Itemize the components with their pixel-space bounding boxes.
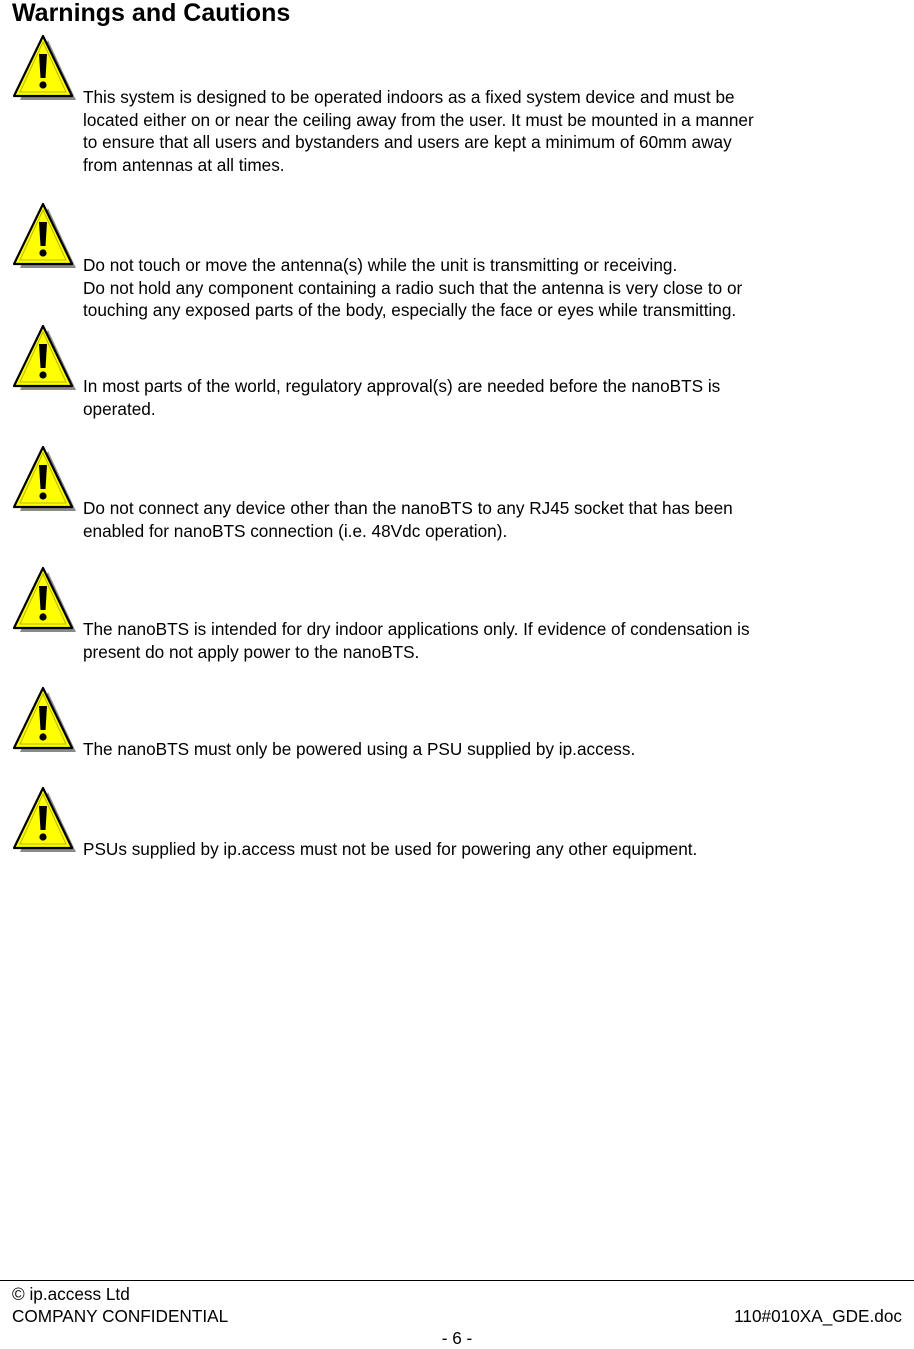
warning-triangle-icon: [12, 686, 78, 756]
page-title: Warnings and Cautions: [12, 0, 291, 27]
footer-confidentiality-notice: COMPANY CONFIDENTIAL: [12, 1306, 229, 1326]
footer-divider: [0, 1280, 914, 1281]
warning-triangle-icon: [12, 786, 78, 856]
warning-text: PSUs supplied by ip.access must not be used for powering any other equipment.: [83, 839, 698, 859]
warning-text: This system is designed to be operated indoors as a fixed system device and must be located either on or near the ceiling away from the user. It must be mounted in a manner to ensure that all users and bystanders and users are kept a minimum of 60mm away from antennas at all times.: [83, 87, 754, 175]
footer-document-name: 110#010XA_GDE.doc: [734, 1306, 902, 1326]
warning-text: The nanoBTS must only be powered using a PSU supplied by ip.access.: [83, 739, 636, 759]
warning-text: Do not connect any device other than the nanoBTS to any RJ45 socket that has been enabled for nanoBTS connection (i.e. 48Vdc operation).: [83, 498, 733, 541]
warning-triangle-icon: [12, 202, 78, 272]
footer-copyright: © ip.access Ltd: [12, 1284, 130, 1304]
warning-text: In most parts of the world, regulatory approval(s) are needed before the nanoBTS is operated.: [83, 376, 721, 419]
warning-triangle-icon: [12, 445, 78, 515]
warning-triangle-icon: [12, 566, 78, 636]
footer-page-number: - 6 -: [441, 1328, 473, 1348]
warning-triangle-icon: [12, 34, 78, 104]
warning-text: Do not touch or move the antenna(s) while the unit is transmitting or receiving. Do not hold any component containing a radio such that the antenna is very close to or touching any exposed parts of the body, especially the face or eyes while transmitting.: [83, 255, 743, 320]
warning-text: The nanoBTS is intended for dry indoor applications only. If evidence of condensation is present do not apply power to the nanoBTS.: [83, 619, 750, 662]
warning-triangle-icon: [12, 324, 78, 394]
